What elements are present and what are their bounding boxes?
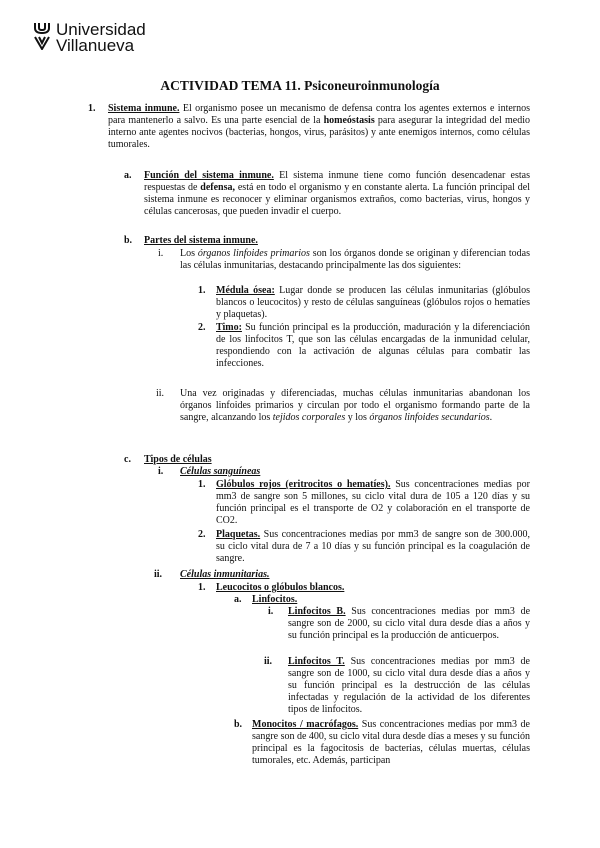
item-heading: Monocitos / macrófagos. (252, 719, 359, 730)
item-linfocitos-t (264, 656, 530, 716)
item-heading: Timo: (216, 322, 242, 333)
section-text: para asegurar la integridad del medio interno ante agentes nocivos (bacterias, hongos, virus, parásitos) y ante enemigos internos, como células tumorales. (108, 115, 531, 151)
item-c-i (158, 466, 530, 478)
item-heading: Células sanguíneas (180, 466, 261, 477)
item-monocitos (234, 719, 530, 767)
item-heading: Leucocitos o glóbulos blancos. (216, 582, 345, 593)
item-heading: Células inmunitarias. (180, 569, 270, 580)
section-c (124, 454, 530, 466)
section-heading: Sistema inmune. (108, 103, 180, 114)
item-heading: Médula ósea: (216, 285, 275, 296)
item-heading: Plaquetas. (216, 529, 261, 540)
section-text: El sistema inmune tiene como función desencadenar estas respuestas de (144, 170, 530, 194)
item-text: Lugar donde se producen las células inmunitarias (glóbulos blancos o leucocitos) y resto de células sanguíneas (glóbulos rojos o hematíes y plaquetas). (216, 285, 530, 321)
item-linfocitos-b (268, 606, 531, 642)
item-text: Sus concentraciones medias por mm3 de sangre son de 2000, su ciclo vital dura desde días a años y su función principal es la producción de anticuerpos. (288, 606, 531, 642)
item-number: 1. (198, 582, 206, 593)
item-text: son los órganos donde se originan y diferencian todas las células inmunitarias, destacando principalmente las dos siguientes: (180, 248, 531, 272)
section-a (124, 170, 530, 218)
bold-term: defensa, (200, 182, 235, 194)
section-letter: a. (124, 170, 132, 181)
item-text: . (489, 412, 493, 424)
item-numeral: ii. (154, 569, 163, 580)
section-heading: Tipos de células (144, 454, 212, 465)
item-c-i-1 (198, 479, 530, 527)
item-number: 1. (198, 479, 206, 490)
logo-line-1: Universidad (56, 20, 146, 39)
item-number: 2. (198, 322, 206, 333)
item-heading: Linfocitos T. (288, 656, 345, 667)
section-letter: b. (124, 235, 133, 246)
item-heading: Glóbulos rojos (eritrocitos o hematíes). (216, 479, 391, 490)
section-number: 1. (88, 103, 96, 114)
item-text: y los (345, 412, 370, 424)
italic-term: tejidos corporales (272, 412, 346, 424)
item-numeral: i. (268, 606, 274, 617)
item-c-ii-1-a (234, 594, 530, 606)
item-b-i-2 (198, 322, 530, 370)
section-text: está en todo el organismo y en constante alerta. La función principal del sistema inmune es reconocer y eliminar organismos extraños, como bacterias, virus, hongos y células cancerosas, que pueden invadir el cuerpo. (144, 182, 530, 218)
section-b (124, 235, 530, 247)
item-numeral: ii. (156, 388, 165, 399)
item-numeral: i. (158, 466, 164, 477)
item-text: Una vez originadas y diferenciadas, muchas células inmunitarias abandonan los órganos linfoides primarios y circulan por todo el organismo formando parte de la sangre, alcanzando los (180, 388, 530, 424)
item-numeral: i. (158, 248, 164, 259)
item-c-ii (154, 569, 530, 581)
item-number: 1. (198, 285, 206, 296)
university-emblem-icon (34, 22, 50, 50)
italic-term: órganos linfoides primarios (197, 248, 310, 259)
item-text: Sus concentraciones medias por mm3 de sangre son de 1000, su ciclo vital dura desde días a años y su función principal es la destrucción de las células infectadas y regulación de la actividad de los diferentes tipos de linfocitos. (288, 656, 530, 716)
item-number: 2. (198, 529, 206, 540)
item-heading: Linfocitos B. (288, 606, 346, 617)
item-text: Sus concentraciones medias por mm3 de sangre son de 400, su ciclo vital dura desde días a meses y su función principal es la fagocitosis de bacterias, células muertas, células tumorales, etc. Además, participan (252, 719, 530, 767)
item-text: Sus concentraciones medias por mm3 de sangre son de 300.000, su ciclo vital dura de 7 a 10 días y su función principal es la coagulación de sangre. (216, 529, 530, 565)
item-numeral: ii. (264, 656, 273, 667)
section-heading: Función del sistema inmune. (144, 170, 274, 181)
item-text: Los (180, 248, 198, 259)
section-letter: c. (124, 454, 131, 465)
university-name (56, 22, 146, 54)
university-logo (34, 22, 146, 54)
section-text: El organismo posee un mecanismo de defensa contra los agentes externos e internos para mantenerlo a salvo. Es una parte esencial de la (108, 103, 531, 127)
item-c-i-2 (198, 529, 530, 565)
item-text: Sus concentraciones medias por mm3 de sangre son 5 millones, su ciclo vital dura de 105 a 120 días y su función principal es el transporte de O2 y colaboración en el transporte de CO2. (216, 479, 530, 527)
item-b-i-1 (198, 285, 530, 321)
bold-term: homeóstasis (323, 115, 375, 127)
item-heading: Linfocitos. (252, 594, 298, 605)
section-heading: Partes del sistema inmune. (144, 235, 258, 246)
item-letter: b. (234, 719, 243, 730)
item-b-i (158, 248, 531, 272)
section-1 (88, 103, 531, 151)
logo-line-2: Villanueva (56, 36, 135, 55)
item-letter: a. (234, 594, 242, 605)
item-b-ii (156, 388, 530, 424)
item-text: Su función principal es la producción, maduración y la diferenciación de los linfocitos T, que son las células encargadas de la inmunidad celular, respondiendo con la activación de algunas células para combatir las infecciones. (216, 322, 530, 370)
item-c-ii-1 (198, 582, 530, 594)
italic-term: órganos linfoides secundarios (369, 412, 490, 424)
page-title: ACTIVIDAD TEMA 11. Psiconeuroinmunología (160, 78, 440, 93)
